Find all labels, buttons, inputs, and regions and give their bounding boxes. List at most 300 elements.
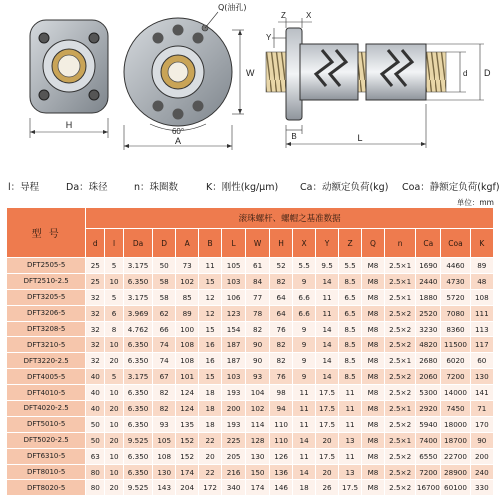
table-cell: 14 <box>316 321 339 337</box>
table-cell: 104 <box>246 385 270 401</box>
table-cell: 60 <box>470 353 493 369</box>
table-cell: 85 <box>176 289 199 305</box>
column-header: D <box>153 229 176 258</box>
legend-stiffness: K：刚性(kg/μm) <box>206 182 279 193</box>
table-cell: 5720 <box>441 289 470 305</box>
table-cell: 124 <box>176 385 199 401</box>
table-cell: 172 <box>199 480 222 496</box>
table-cell: 6.350 <box>123 401 152 417</box>
table-row <box>7 353 494 369</box>
table-cell: M8 <box>362 305 385 321</box>
table-cell: 6550 <box>416 448 441 464</box>
table-cell: 94 <box>270 401 293 417</box>
model-cell: DFT3210-5 <box>7 337 86 353</box>
table-cell: 98 <box>270 385 293 401</box>
table-cell: 3230 <box>416 321 441 337</box>
table-cell: 123 <box>222 305 246 321</box>
side-view <box>266 18 484 148</box>
table-cell: 200 <box>470 448 493 464</box>
table-cell: 16700 <box>416 480 441 496</box>
table-cell: 110 <box>270 432 293 448</box>
table-cell: 9 <box>293 337 316 353</box>
table-cell: 20 <box>316 432 339 448</box>
table-cell: 76 <box>270 321 293 337</box>
table-cell: 8 <box>105 321 124 337</box>
legend-static-load: Coa：静额定负荷(kgf) <box>402 182 500 193</box>
table-cell: 4460 <box>441 258 470 274</box>
model-cell: DFT3208-5 <box>7 321 86 337</box>
ball-screw-drawing <box>0 0 500 172</box>
table-cell: 136 <box>270 464 293 480</box>
table-cell: 73 <box>176 258 199 274</box>
table-cell: 18700 <box>441 432 470 448</box>
table-cell: 8360 <box>441 321 470 337</box>
table-cell: 240 <box>470 464 493 480</box>
model-cell: DFT2505-5 <box>7 258 86 274</box>
table-cell: 2.5×1 <box>384 353 415 369</box>
table-cell: 174 <box>246 480 270 496</box>
column-header: H <box>270 229 293 258</box>
table-cell: 2.5×1 <box>384 273 415 289</box>
table-cell: 14 <box>293 432 316 448</box>
table-cell: 74 <box>153 353 176 369</box>
table-cell: 20 <box>105 480 124 496</box>
table-cell: 6 <box>105 305 124 321</box>
table-cell: 50 <box>86 432 105 448</box>
table-cell: 2.5×2 <box>384 305 415 321</box>
table-cell: 111 <box>470 305 493 321</box>
table-cell: 4820 <box>416 337 441 353</box>
table-cell: 100 <box>176 321 199 337</box>
model-cell: DFT6310-5 <box>7 448 86 464</box>
table-cell: 11 <box>316 289 339 305</box>
table-cell: M8 <box>362 480 385 496</box>
dim-label-w: W <box>246 68 255 78</box>
table-cell: 152 <box>176 432 199 448</box>
table-cell: 7200 <box>416 464 441 480</box>
table-cell: 130 <box>470 369 493 385</box>
table-cell: M8 <box>362 432 385 448</box>
table-cell: 146 <box>270 480 293 496</box>
table-cell: 11 <box>339 416 362 432</box>
oil-hole-label: Q(油孔) <box>218 3 247 12</box>
table-row <box>7 385 494 401</box>
table-cell: 5 <box>105 258 124 274</box>
legend-lead: l：导程 <box>8 182 40 193</box>
table-row <box>7 289 494 305</box>
table-cell: 71 <box>470 401 493 417</box>
table-cell: 10 <box>105 416 124 432</box>
table-cell: 16 <box>199 353 222 369</box>
table-cell: 11 <box>293 448 316 464</box>
table-cell: M8 <box>362 337 385 353</box>
table-cell: 3.175 <box>123 258 152 274</box>
model-cell: DFT3220-2.5 <box>7 353 86 369</box>
table-cell: 76 <box>270 369 293 385</box>
table-cell: 12 <box>199 289 222 305</box>
table-cell: 110 <box>270 416 293 432</box>
spec-table-body <box>7 258 494 496</box>
column-header: Z <box>339 229 362 258</box>
table-cell: M8 <box>362 273 385 289</box>
table-cell: 82 <box>153 385 176 401</box>
table-cell: 5940 <box>416 416 441 432</box>
table-cell: 14 <box>316 337 339 353</box>
table-cell: 48 <box>470 273 493 289</box>
table-cell: 5 <box>105 289 124 305</box>
table-cell: M8 <box>362 289 385 305</box>
table-cell: 10 <box>105 385 124 401</box>
table-cell: 90 <box>470 432 493 448</box>
table-cell: 8.5 <box>339 369 362 385</box>
table-cell: 2520 <box>416 305 441 321</box>
column-header: l <box>105 229 124 258</box>
table-cell: M8 <box>362 385 385 401</box>
table-cell: M8 <box>362 353 385 369</box>
table-cell: 13 <box>339 464 362 480</box>
dim-label-l: L <box>357 133 363 143</box>
table-cell: 32 <box>86 289 105 305</box>
model-header: 型 号 <box>7 208 86 258</box>
table-row <box>7 305 494 321</box>
table-cell: 20 <box>105 353 124 369</box>
table-cell: 89 <box>176 305 199 321</box>
table-cell: 117 <box>470 337 493 353</box>
table-cell: 2.5×2 <box>384 369 415 385</box>
table-cell: 17.5 <box>316 416 339 432</box>
table-cell: 154 <box>222 321 246 337</box>
column-header: Y <box>316 229 339 258</box>
table-cell: 22700 <box>441 448 470 464</box>
column-header: L <box>222 229 246 258</box>
table-cell: 11 <box>339 401 362 417</box>
table-cell: 187 <box>222 353 246 369</box>
table-cell: 63 <box>86 448 105 464</box>
table-cell: 18 <box>293 480 316 496</box>
table-row <box>7 448 494 464</box>
table-cell: 2.5×2 <box>384 416 415 432</box>
table-cell: 124 <box>176 401 199 417</box>
table-cell: 225 <box>222 432 246 448</box>
table-cell: 143 <box>153 480 176 496</box>
table-cell: 128 <box>246 432 270 448</box>
table-cell: 18 <box>199 385 222 401</box>
dim-label-z: Z <box>281 11 286 20</box>
table-cell: 50 <box>86 416 105 432</box>
table-cell: 20 <box>199 448 222 464</box>
table-cell: 102 <box>246 401 270 417</box>
table-cell: M8 <box>362 416 385 432</box>
table-cell: 17.5 <box>316 448 339 464</box>
legend-ball-circuits: n：珠圈数 <box>134 182 179 193</box>
column-header: Q <box>362 229 385 258</box>
table-cell: 2680 <box>416 353 441 369</box>
table-row <box>7 416 494 432</box>
table-cell: 90 <box>246 353 270 369</box>
table-cell: 11 <box>293 416 316 432</box>
table-cell: 18000 <box>441 416 470 432</box>
table-cell: 6.5 <box>339 289 362 305</box>
table-cell: 93 <box>246 369 270 385</box>
dim-label-d-large: D <box>484 68 491 78</box>
model-cell: DFT2510-2.5 <box>7 273 86 289</box>
table-cell: 84 <box>246 273 270 289</box>
table-cell: 4.762 <box>123 321 152 337</box>
table-cell: 50 <box>153 258 176 274</box>
table-cell: 62 <box>153 305 176 321</box>
table-cell: M8 <box>362 369 385 385</box>
table-row <box>7 273 494 289</box>
table-cell: 141 <box>470 385 493 401</box>
dim-label-b: B <box>291 132 297 141</box>
table-cell: M8 <box>362 321 385 337</box>
table-cell: 6.5 <box>339 305 362 321</box>
table-cell: 80 <box>86 464 105 480</box>
dim-label-y: Y <box>266 33 272 42</box>
dim-label-x: X <box>306 11 312 20</box>
model-cell: DFT4005-5 <box>7 369 86 385</box>
table-cell: 28900 <box>441 464 470 480</box>
table-cell: 64 <box>270 305 293 321</box>
table-cell: 2.5×2 <box>384 464 415 480</box>
table-cell: 14000 <box>441 385 470 401</box>
column-header: n <box>384 229 415 258</box>
table-cell: 93 <box>153 416 176 432</box>
table-cell: 13 <box>339 432 362 448</box>
table-cell: 2.5×1 <box>384 289 415 305</box>
table-cell: 9 <box>293 273 316 289</box>
table-cell: 2.5×2 <box>384 321 415 337</box>
table-cell: 15 <box>199 369 222 385</box>
table-cell: 32 <box>86 353 105 369</box>
table-cell: 14 <box>316 273 339 289</box>
table-cell: 7400 <box>416 432 441 448</box>
table-cell: 2.5×1 <box>384 432 415 448</box>
table-cell: 11 <box>199 258 222 274</box>
table-cell: M8 <box>362 401 385 417</box>
table-cell: 4730 <box>441 273 470 289</box>
table-cell: 2920 <box>416 401 441 417</box>
model-cell: DFT8020-5 <box>7 480 86 496</box>
table-cell: 74 <box>153 337 176 353</box>
column-header: B <box>199 229 222 258</box>
table-cell: 22 <box>199 432 222 448</box>
table-cell: 90 <box>246 337 270 353</box>
table-cell: 14 <box>293 464 316 480</box>
table-cell: 17.5 <box>316 385 339 401</box>
table-cell: 9.525 <box>123 480 152 496</box>
table-cell: 6.6 <box>293 305 316 321</box>
table-cell: 18 <box>199 416 222 432</box>
table-cell: 6.350 <box>123 416 152 432</box>
table-cell: 77 <box>246 289 270 305</box>
table-cell: 101 <box>176 369 199 385</box>
table-cell: 2.5×1 <box>384 401 415 417</box>
column-header: K <box>470 229 493 258</box>
table-cell: 108 <box>153 448 176 464</box>
table-cell: 58 <box>153 273 176 289</box>
table-row <box>7 401 494 417</box>
table-cell: 14 <box>316 353 339 369</box>
table-cell: 67 <box>153 369 176 385</box>
table-cell: 11500 <box>441 337 470 353</box>
table-cell: 82 <box>153 401 176 417</box>
table-cell: 9.5 <box>316 258 339 274</box>
table-cell: 1880 <box>416 289 441 305</box>
table-cell: 5300 <box>416 385 441 401</box>
table-cell: 15 <box>199 321 222 337</box>
table-cell: 2.5×1 <box>384 258 415 274</box>
column-header: d <box>86 229 105 258</box>
table-cell: 2.5×2 <box>384 480 415 496</box>
table-cell: 32 <box>86 305 105 321</box>
table-cell: 102 <box>176 273 199 289</box>
table-cell: 3.175 <box>123 369 152 385</box>
table-cell: 10 <box>105 337 124 353</box>
table-cell: 3.969 <box>123 305 152 321</box>
table-cell: 6.350 <box>123 464 152 480</box>
table-cell: 25 <box>86 258 105 274</box>
table-cell: M8 <box>362 258 385 274</box>
table-cell: 20 <box>316 464 339 480</box>
dim-label-a: A <box>174 136 182 146</box>
group-header: 滚珠螺杆、螺帽之基准数据 <box>86 208 494 229</box>
table-cell: 113 <box>470 321 493 337</box>
model-cell: DFT8010-5 <box>7 464 86 480</box>
table-cell: 82 <box>270 273 293 289</box>
column-header: W <box>246 229 270 258</box>
table-cell: 6.350 <box>123 385 152 401</box>
table-cell: 103 <box>222 369 246 385</box>
table-cell: 204 <box>176 480 199 496</box>
table-cell: 40 <box>86 401 105 417</box>
table-cell: 170 <box>470 416 493 432</box>
table-cell: 2060 <box>416 369 441 385</box>
table-cell: 108 <box>176 353 199 369</box>
table-cell: 2440 <box>416 273 441 289</box>
table-cell: 11 <box>339 448 362 464</box>
table-cell: 8.5 <box>339 353 362 369</box>
table-cell: 135 <box>176 416 199 432</box>
table-cell: 126 <box>270 448 293 464</box>
model-cell: DFT5010-5 <box>7 416 86 432</box>
table-cell: M8 <box>362 448 385 464</box>
table-cell: 9 <box>293 353 316 369</box>
table-cell: 5.5 <box>293 258 316 274</box>
table-cell: 2.5×2 <box>384 337 415 353</box>
table-cell: 17.5 <box>316 401 339 417</box>
table-cell: 193 <box>222 416 246 432</box>
unit-label: 单位：mm <box>456 198 494 207</box>
table-cell: 9.525 <box>123 432 152 448</box>
table-cell: 25 <box>86 273 105 289</box>
table-cell: 6.350 <box>123 353 152 369</box>
table-cell: 2.5×2 <box>384 385 415 401</box>
table-cell: 6.6 <box>293 289 316 305</box>
table-cell: 15 <box>199 273 222 289</box>
table-cell: 26 <box>316 480 339 496</box>
table-cell: 330 <box>470 480 493 496</box>
table-cell: M8 <box>362 464 385 480</box>
table-cell: 8.5 <box>339 273 362 289</box>
table-cell: 18 <box>199 401 222 417</box>
table-cell: 5.5 <box>339 258 362 274</box>
table-cell: 205 <box>222 448 246 464</box>
table-cell: 11 <box>293 385 316 401</box>
table-cell: 200 <box>222 401 246 417</box>
angle-label: 60° <box>171 127 185 136</box>
table-cell: 20 <box>105 432 124 448</box>
table-cell: 3.175 <box>123 289 152 305</box>
table-cell: 10 <box>105 273 124 289</box>
table-cell: 11 <box>339 385 362 401</box>
table-cell: 40 <box>86 385 105 401</box>
table-cell: 11 <box>316 305 339 321</box>
table-row <box>7 432 494 448</box>
table-cell: 2.5×2 <box>384 448 415 464</box>
table-cell: 10 <box>105 464 124 480</box>
table-cell: 12 <box>199 305 222 321</box>
table-row <box>7 258 494 274</box>
table-cell: 20 <box>105 401 124 417</box>
table-row <box>7 464 494 480</box>
table-row <box>7 480 494 496</box>
table-cell: 9 <box>293 321 316 337</box>
table-cell: 89 <box>470 258 493 274</box>
dim-label-h: H <box>65 120 73 130</box>
table-cell: 82 <box>270 337 293 353</box>
legend-ball-diameter: Da：珠径 <box>66 182 108 193</box>
table-cell: 8.5 <box>339 337 362 353</box>
column-header: Da <box>123 229 152 258</box>
table-cell: 130 <box>153 464 176 480</box>
table-cell: 6.350 <box>123 337 152 353</box>
table-cell: 64 <box>270 289 293 305</box>
table-cell: 7450 <box>441 401 470 417</box>
table-cell: 16 <box>199 337 222 353</box>
model-cell: DFT4020-2.5 <box>7 401 86 417</box>
model-cell: DFT5020-2.5 <box>7 432 86 448</box>
table-cell: 106 <box>222 289 246 305</box>
legend-dynamic-load: Ca：动额定负荷(kg) <box>300 182 389 193</box>
table-cell: 103 <box>222 273 246 289</box>
spec-table <box>6 207 494 496</box>
table-cell: 340 <box>222 480 246 496</box>
table-cell: 108 <box>176 337 199 353</box>
table-cell: 105 <box>153 432 176 448</box>
table-cell: 58 <box>153 289 176 305</box>
table-cell: 52 <box>270 258 293 274</box>
table-cell: 66 <box>153 321 176 337</box>
table-cell: 22 <box>199 464 222 480</box>
table-cell: 6020 <box>441 353 470 369</box>
table-cell: 150 <box>246 464 270 480</box>
table-cell: 5 <box>105 369 124 385</box>
table-cell: 216 <box>222 464 246 480</box>
symbol-legend <box>8 179 498 197</box>
table-cell: 82 <box>270 353 293 369</box>
table-cell: 6.350 <box>123 448 152 464</box>
model-cell: DFT3205-5 <box>7 289 86 305</box>
table-cell: 187 <box>222 337 246 353</box>
table-cell: 7200 <box>441 369 470 385</box>
dim-label-d-small: d <box>463 69 468 78</box>
table-cell: 17.5 <box>339 480 362 496</box>
column-header: A <box>176 229 199 258</box>
table-cell: 14 <box>316 369 339 385</box>
table-cell: 10 <box>105 448 124 464</box>
model-cell: DFT4010-5 <box>7 385 86 401</box>
